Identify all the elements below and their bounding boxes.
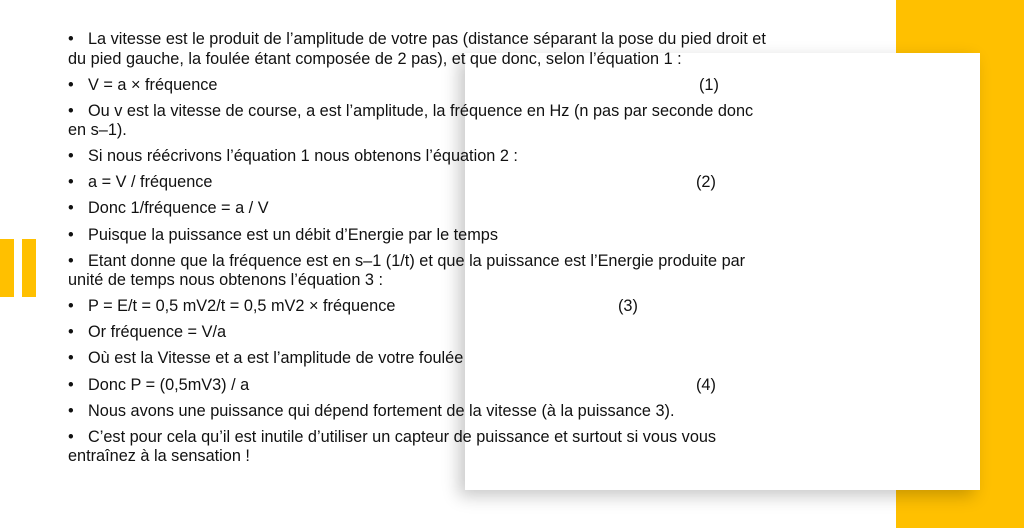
- equation-number: (1): [699, 75, 719, 94]
- equation-text: Donc P = (0,5mV3) / a: [88, 375, 250, 394]
- bullet-mark: •: [68, 427, 74, 446]
- bullet-mark: •: [68, 349, 74, 368]
- equation-text: V = a × fréquence: [88, 75, 218, 94]
- bullet-mark: •: [68, 251, 74, 270]
- bullet-text: C’est pour cela qu’il est inutile d’utiliser un capteur de puissance et surtout si vous vous entraînez à la sensation !: [68, 427, 717, 466]
- bullet-mark: •: [68, 401, 74, 420]
- bullet-list: [68, 30, 768, 473]
- bullet-item: [68, 199, 768, 219]
- bullet-mark: •: [68, 147, 74, 166]
- bullet-item: [68, 76, 768, 96]
- bullet-text: Ou v est la vitesse de course, a est l’amplitude, la fréquence en Hz (n pas par seconde donc en s–1).: [68, 101, 754, 140]
- bullet-item: [68, 323, 768, 343]
- bullet-item: [68, 349, 768, 369]
- bullet-text: Nous avons une puissance qui dépend fortement de la vitesse (à la puissance 3).: [88, 401, 675, 420]
- bullet-mark: •: [68, 297, 74, 316]
- bullet-item: [68, 376, 768, 396]
- bullet-mark: •: [68, 101, 74, 120]
- equation-text: P = E/t = 0,5 mV2/t = 0,5 mV2 × fréquence: [88, 297, 396, 316]
- bullet-item: [68, 173, 768, 193]
- equation-number: (2): [696, 173, 716, 192]
- bullet-item: [68, 147, 768, 167]
- accent-bar: [22, 239, 36, 297]
- bullet-mark: •: [68, 199, 74, 218]
- bullet-mark: •: [68, 375, 74, 394]
- bullet-mark: •: [68, 225, 74, 244]
- bullet-mark: •: [68, 75, 74, 94]
- bullet-item: [68, 30, 768, 69]
- bullet-item: [68, 252, 768, 291]
- left-accent-bars: [0, 239, 40, 297]
- bullet-text: La vitesse est le produit de l’amplitude de votre pas (distance séparant la pose du pied droit et du pied gauche, la foulée étant composée de 2 pas), et que donc, selon l’équation 1 :: [68, 30, 766, 68]
- bullet-text: Puisque la puissance est un débit d’Energie par le temps: [88, 225, 498, 244]
- bullet-mark: •: [68, 323, 74, 342]
- bullet-item: [68, 428, 768, 467]
- bullet-mark: •: [68, 30, 74, 48]
- bullet-mark: •: [68, 173, 74, 192]
- equation-number: (3): [618, 297, 638, 316]
- accent-bar: [0, 239, 14, 297]
- bullet-text: Donc 1/fréquence = a / V: [88, 199, 269, 218]
- equation-text: a = V / fréquence: [88, 173, 213, 192]
- bullet-text: Où est la Vitesse et a est l’amplitude de votre foulée: [88, 349, 464, 368]
- bullet-item: [68, 102, 768, 141]
- bullet-text: Etant donne que la fréquence est en s–1 (1/t) et que la puissance est l’Energie produite par unité de temps nous obtenons l’équation 3 :: [68, 251, 746, 290]
- equation-number: (4): [696, 375, 716, 394]
- bullet-item: [68, 402, 768, 422]
- bullet-text: Si nous réécrivons l’équation 1 nous obtenons l’équation 2 :: [88, 147, 518, 166]
- bullet-item: [68, 226, 768, 246]
- bullet-item: [68, 297, 768, 317]
- bullet-text: Or fréquence = V/a: [88, 323, 227, 342]
